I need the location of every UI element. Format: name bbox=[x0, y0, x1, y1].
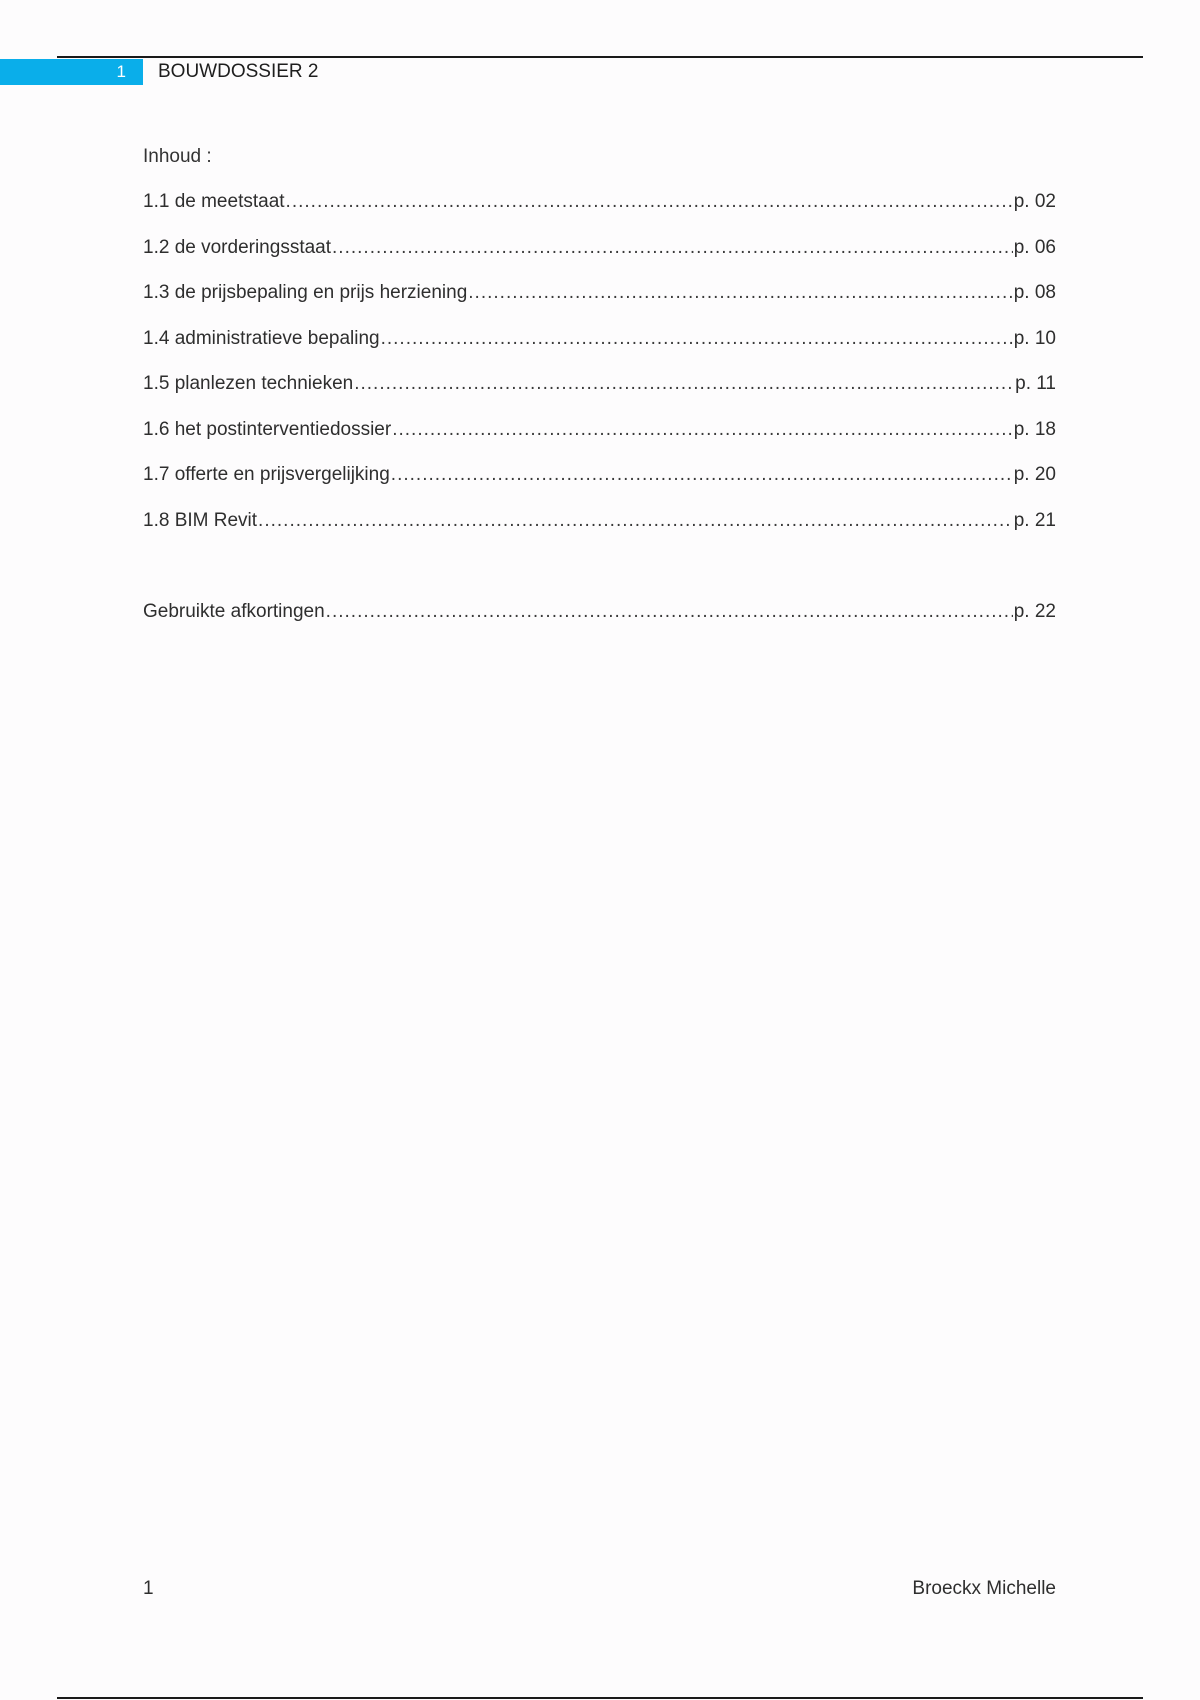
footer-rule bbox=[57, 1697, 1143, 1699]
toc-dot-leader bbox=[258, 509, 1013, 533]
toc-entry-1-6[interactable] bbox=[143, 418, 1056, 442]
toc-entry-page: p. 02 bbox=[1013, 191, 1056, 212]
toc-entry-page: p. 20 bbox=[1013, 464, 1056, 485]
toc-heading: Inhoud : bbox=[143, 146, 212, 167]
header-page-badge bbox=[0, 59, 143, 85]
toc-entry-1-3[interactable] bbox=[143, 281, 1056, 305]
header-rule bbox=[57, 56, 1143, 58]
toc-entry-label: 1.6 het postinterventiedossier bbox=[143, 419, 392, 440]
toc-dot-leader bbox=[468, 281, 1012, 305]
toc-entry-label: 1.2 de vorderingsstaat bbox=[143, 237, 332, 258]
toc-entry-label: 1.4 administratieve bepaling bbox=[143, 328, 380, 349]
toc-entry-1-2[interactable] bbox=[143, 236, 1056, 260]
footer-page-number: 1 bbox=[143, 1578, 154, 1599]
toc-entry-page: p. 06 bbox=[1013, 237, 1056, 258]
toc-entry-1-8[interactable] bbox=[143, 509, 1056, 533]
toc-entry-page: p. 21 bbox=[1013, 510, 1056, 531]
toc-entry-label: Gebruikte afkortingen bbox=[143, 601, 325, 622]
toc-entry-label: 1.5 planlezen technieken bbox=[143, 373, 354, 394]
toc-entry-1-7[interactable] bbox=[143, 463, 1056, 487]
toc-dot-leader bbox=[392, 418, 1013, 442]
toc-dot-leader bbox=[326, 600, 1013, 624]
document-title: BOUWDOSSIER 2 bbox=[158, 61, 319, 82]
toc-entry-label: 1.7 offerte en prijsvergelijking bbox=[143, 464, 390, 485]
toc-entry-page: p. 11 bbox=[1015, 373, 1056, 394]
toc-entry-1-5[interactable] bbox=[143, 372, 1056, 396]
toc-entry-page: p. 18 bbox=[1013, 419, 1056, 440]
toc-entry-page: p. 10 bbox=[1013, 328, 1056, 349]
toc-dot-leader bbox=[354, 372, 1014, 396]
toc-entry-afkortingen[interactable] bbox=[143, 600, 1056, 624]
toc-dot-leader bbox=[332, 236, 1013, 260]
toc-dot-leader bbox=[286, 190, 1013, 214]
toc-entry-label: 1.1 de meetstaat bbox=[143, 191, 285, 212]
header-page-number: 1 bbox=[116, 62, 126, 81]
toc-entry-label: 1.8 BIM Revit bbox=[143, 510, 258, 531]
toc-dot-leader bbox=[381, 327, 1013, 351]
toc-entry-page: p. 22 bbox=[1013, 601, 1056, 622]
toc-dot-leader bbox=[391, 463, 1013, 487]
toc-entry-1-4[interactable] bbox=[143, 327, 1056, 351]
toc-entry-1-1[interactable] bbox=[143, 190, 1056, 214]
toc-entry-page: p. 08 bbox=[1013, 282, 1056, 303]
toc-entry-label: 1.3 de prijsbepaling en prijs herziening bbox=[143, 282, 468, 303]
footer-author: Broeckx Michelle bbox=[912, 1578, 1056, 1599]
